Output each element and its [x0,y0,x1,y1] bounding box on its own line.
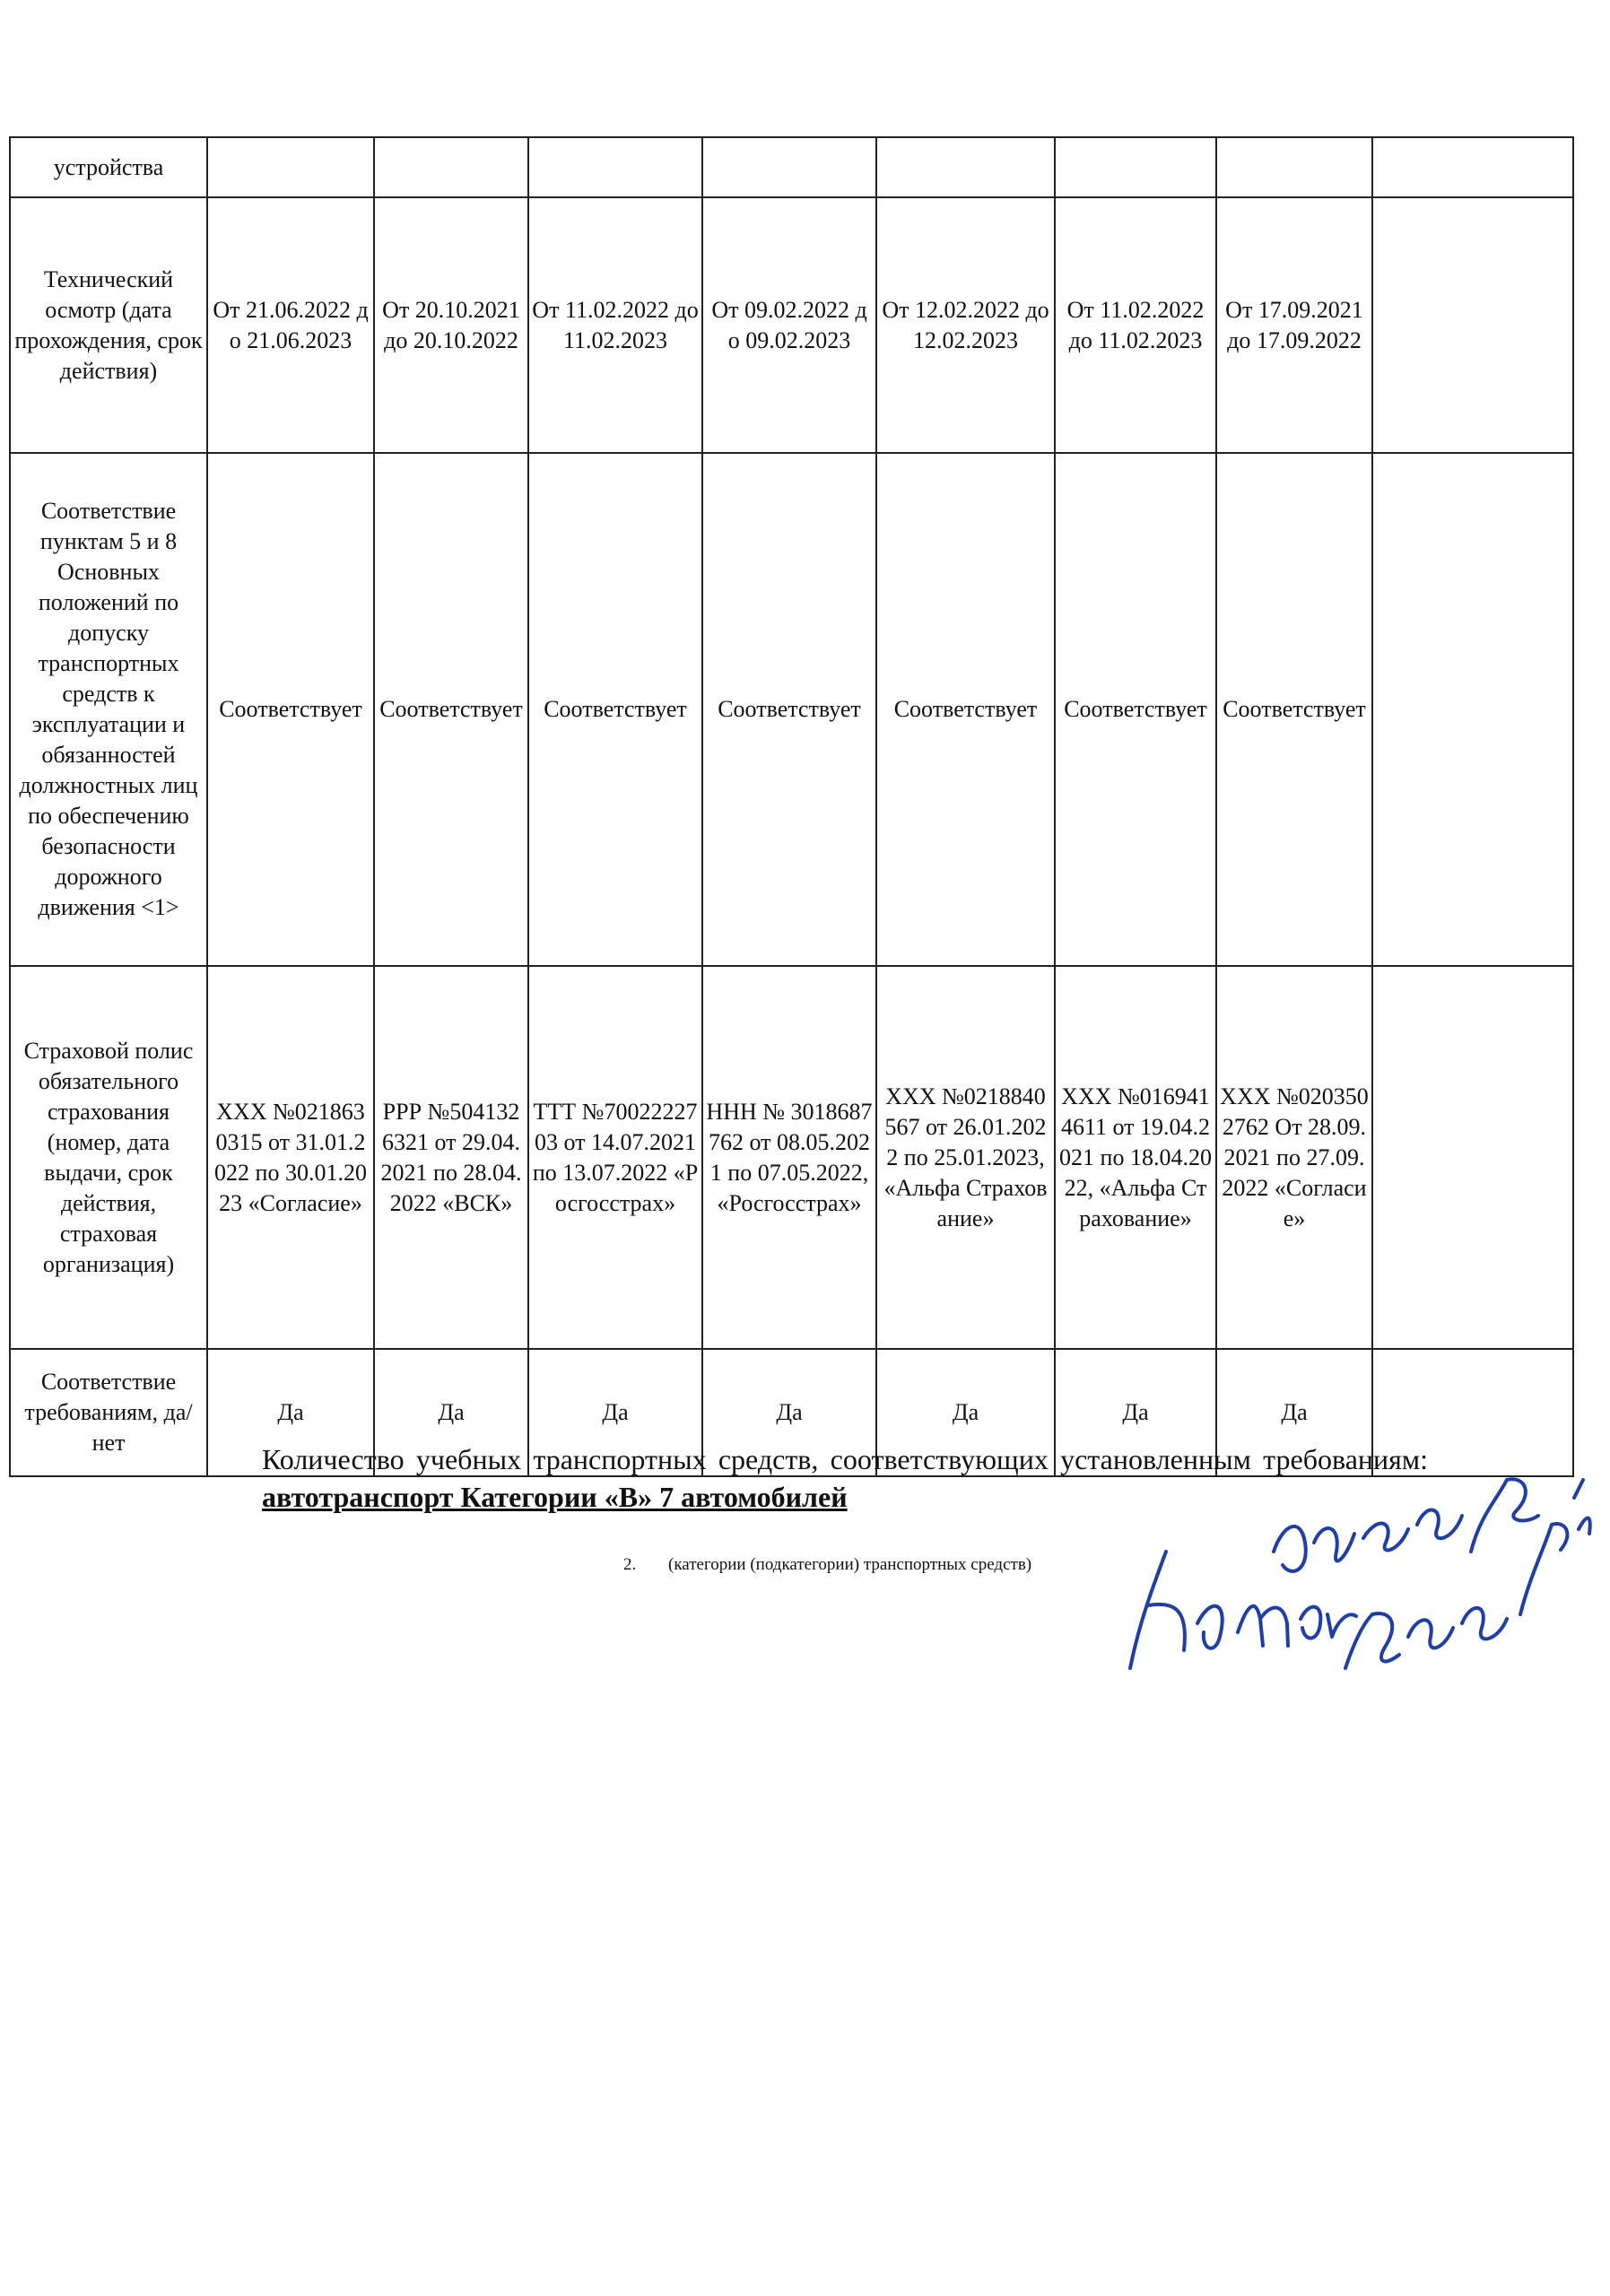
table-cell: От 11.02.2022 до 11.02.2023 [528,197,702,453]
table-cell: Да [1216,1349,1372,1476]
table-cell: ННН № 3018687762 от 08.05.2021 по 07.05.2022, «Росгосстрах» [702,966,876,1349]
table-cell [1372,966,1573,1349]
table-cell: Да [528,1349,702,1476]
table-cell: Соответствует [374,453,528,966]
handwritten-signature [1112,1444,1597,1713]
table-cell: От 17.09.2021 до 17.09.2022 [1216,197,1372,453]
table-cell [1372,453,1573,966]
table-cell: Соответствует [1216,453,1372,966]
row-header-insurance-policy: Страховой полис обязательного страхования (номер, дата выдачи, срок действия, страховая организация) [10,966,207,1349]
table-cell: От 21.06.2022 до 21.06.2023 [207,197,374,453]
table-cell [1216,137,1372,197]
table-cell [1055,137,1216,197]
table-cell: ХХХ №0203502762 От 28.09.2021 по 27.09.2022 «Согласие» [1216,966,1372,1349]
table-cell: Да [1055,1349,1216,1476]
table-cell [702,137,876,197]
table-row-technical-inspection [10,197,1573,453]
footnote-number: 2. [623,1555,637,1574]
table-cell: Соответствует [528,453,702,966]
table-row-device [10,137,1573,197]
table-cell [528,137,702,197]
table-cell [1372,137,1573,197]
summary-text: Количество учебных транспортных средств, соответствующих установленным требованиям: [262,1443,1428,1475]
row-header-technical-inspection: Технический осмотр (дата прохождения, срок действия) [10,197,207,453]
table-cell: Да [876,1349,1055,1476]
table-cell: От 20.10.2021 до 20.10.2022 [374,197,528,453]
table-cell: Соответствует [1055,453,1216,966]
row-header-compliance-rules: Соответствие пунктам 5 и 8 Основных положений по допуску транспортных средств к эксплуатации и обязанностей должностных лиц по обеспечению безопасности дорожного движения <1> [10,453,207,966]
table-row-compliance-rules [10,453,1573,966]
table-cell: От 12.02.2022 до 12.02.2023 [876,197,1055,453]
table-cell [876,137,1055,197]
table-cell: От 11.02.2022 до 11.02.2023 [1055,197,1216,453]
table-cell [207,137,374,197]
row-header-device: устройства [10,137,207,197]
row-header-meets-requirements: Соответствие требованиям, да/нет [10,1349,207,1476]
table-cell [1372,197,1573,453]
table-cell: Соответствует [702,453,876,966]
table-cell: ХХХ №0169414611 от 19.04.2021 по 18.04.2022, «Альфа Страхование» [1055,966,1216,1349]
table-cell [374,137,528,197]
table-cell: ХХХ №0218840567 от 26.01.2022 по 25.01.2023, «Альфа Страхование» [876,966,1055,1349]
table-cell: Да [702,1349,876,1476]
table-cell: Соответствует [207,453,374,966]
table-row-insurance-policy [10,966,1573,1349]
footnote-text: (категории (подкатегории) транспортных средств) [668,1555,1032,1574]
table-cell: Да [374,1349,528,1476]
table-cell: РРР №5041326321 от 29.04.2021 по 28.04.2022 «ВСК» [374,966,528,1349]
table-cell: ХХХ №0218630315 от 31.01.2022 по 30.01.2023 «Согласие» [207,966,374,1349]
table-cell: ТТТ №7002222703 от 14.07.2021 по 13.07.2022 «Росгосстрах» [528,966,702,1349]
table-cell: От 09.02.2022 до 09.02.2023 [702,197,876,453]
table-cell: Соответствует [876,453,1055,966]
table-cell: Да [207,1349,374,1476]
vehicle-requirements-table [9,136,1574,1477]
summary-vehicle-count: автотранспорт Категории «В» 7 автомобилей [262,1481,848,1513]
footnote [623,1554,1031,1576]
